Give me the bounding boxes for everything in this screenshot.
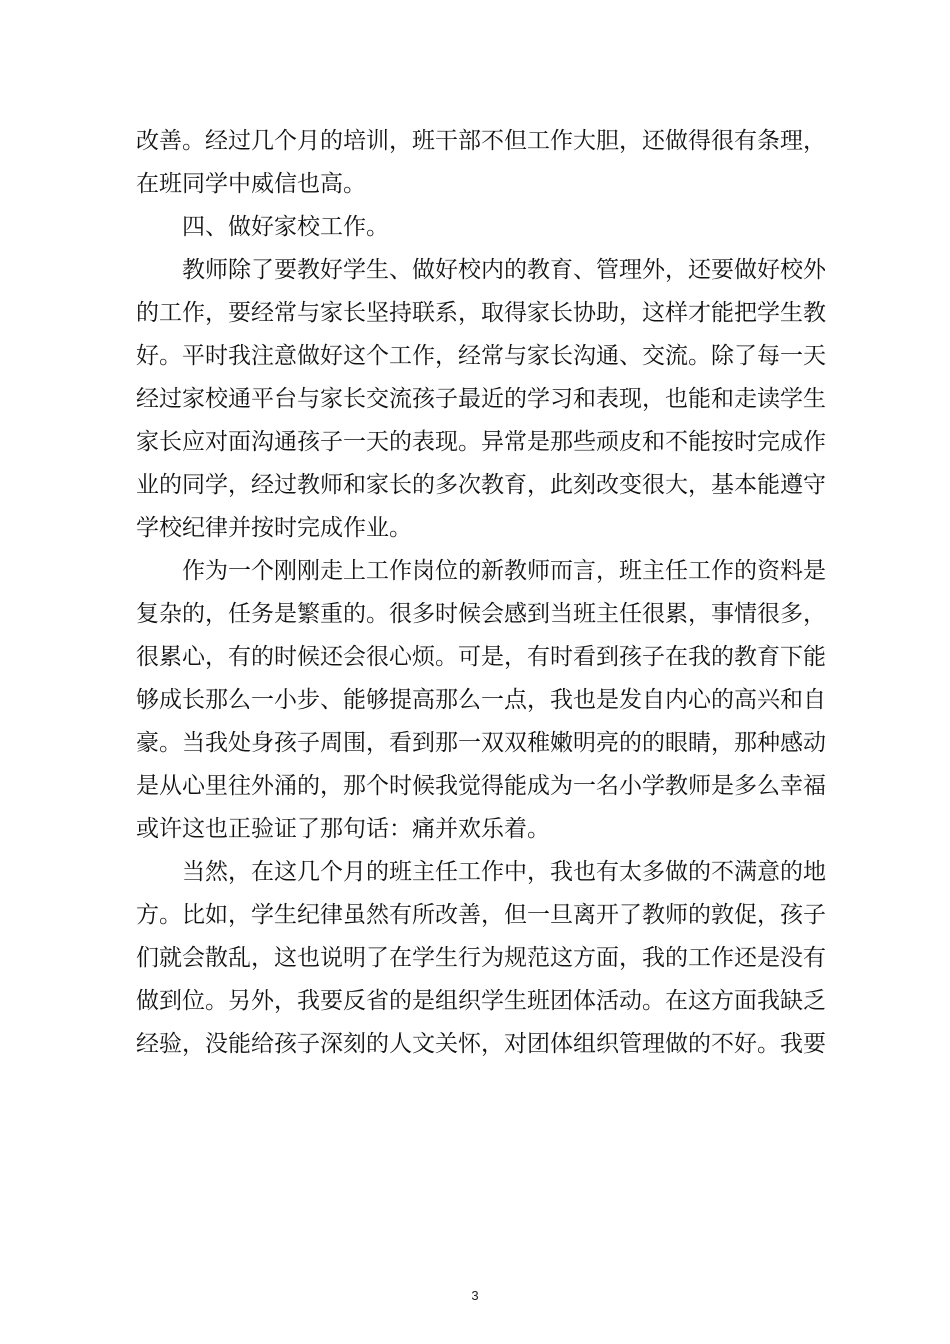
text-line: 作为一个刚刚走上工作岗位的新教师而言，班主任工作的资料是 <box>182 558 826 584</box>
text-line: 做到位。另外，我要反省的是组织学生班团体活动。在这方面我缺乏 <box>136 988 826 1014</box>
body-text <box>136 120 836 1066</box>
text-line: 在班同学中威信也高。 <box>136 171 366 197</box>
text-line: 家长应对面沟通孩子一天的表现。异常是那些顽皮和不能按时完成作 <box>136 429 826 455</box>
text-line: 好。平时我注意做好这个工作，经常与家长沟通、交流。除了每一天 <box>136 343 826 369</box>
text-line: 很累心，有的时候还会很心烦。可是，有时看到孩子在我的教育下能 <box>136 644 826 670</box>
text-line: 改善。经过几个月的培训，班干部不但工作大胆，还做得很有条理， <box>136 128 826 154</box>
text-line: 业的同学，经过教师和家长的多次教育，此刻改变很大，基本能遵守 <box>136 472 826 498</box>
text-line: 学校纪律并按时完成作业。 <box>136 515 412 541</box>
section-heading: 四、做好家校工作。 <box>182 214 389 240</box>
text-line: 复杂的，任务是繁重的。很多时候会感到当班主任很累，事情很多， <box>136 601 826 627</box>
text-line: 当然，在这几个月的班主任工作中，我也有太多做的不满意的地 <box>182 859 826 885</box>
text-line: 的工作，要经常与家长坚持联系，取得家长协助，这样才能把学生教 <box>136 300 826 326</box>
text-line: 经过家校通平台与家长交流孩子最近的学习和表现，也能和走读学生 <box>136 386 826 412</box>
page-number: 3 <box>471 1288 479 1303</box>
text-line: 够成长那么一小步、能够提高那么一点，我也是发自内心的高兴和自 <box>136 687 826 713</box>
text-line: 方。比如，学生纪律虽然有所改善，但一旦离开了教师的敦促，孩子 <box>136 902 826 928</box>
text-line: 经验，没能给孩子深刻的人文关怀，对团体组织管理做的不好。我要 <box>136 1031 826 1057</box>
text-line: 或许这也正验证了那句话：痛并欢乐着。 <box>136 816 550 842</box>
text-line: 豪。当我处身孩子周围，看到那一双双稚嫩明亮的的眼睛，那种感动 <box>136 730 826 756</box>
text-line: 们就会散乱，这也说明了在学生行为规范这方面，我的工作还是没有 <box>136 945 826 971</box>
text-line: 是从心里往外涌的，那个时候我觉得能成为一名小学教师是多么幸福 <box>136 773 826 799</box>
text-line: 教师除了要教好学生、做好校内的教育、管理外，还要做好校外 <box>182 257 826 283</box>
